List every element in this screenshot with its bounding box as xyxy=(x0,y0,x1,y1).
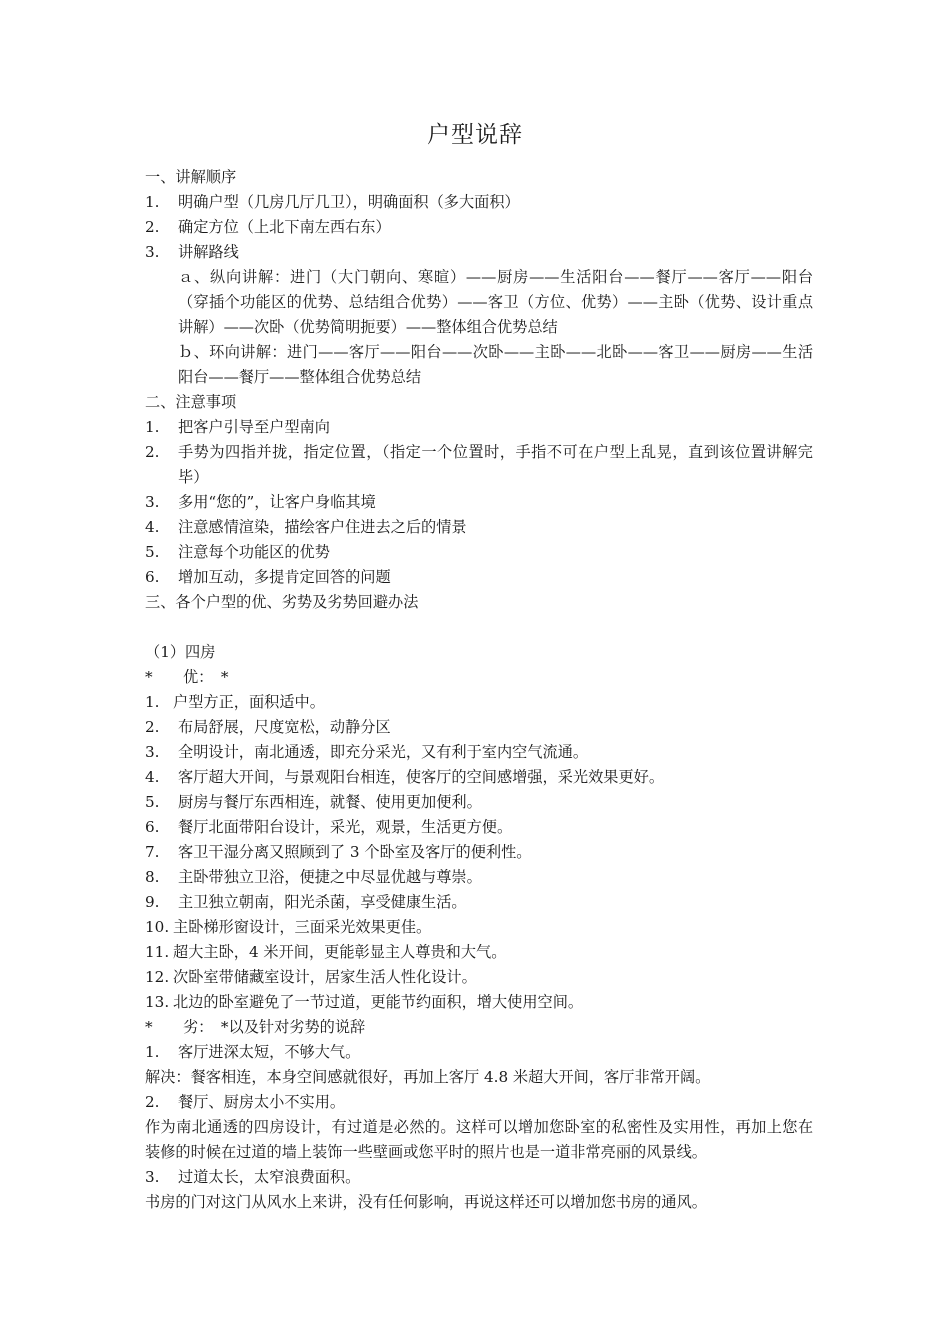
cons-label: * 劣： *以及针对劣势的说辞 xyxy=(145,1018,366,1036)
list-number: 5. xyxy=(145,543,160,561)
cons-answer: 解决：餐客相连，本身空间感就很好，再加上客厅 4.8 米超大开间，客厅非常开阔。 xyxy=(145,1068,711,1086)
pros-item xyxy=(145,690,813,715)
pros-item xyxy=(145,715,813,740)
list-text: 客厅超大开间，与景观阳台相连，使客厅的空间感增强，采光效果更好。 xyxy=(178,768,664,786)
list-text: 次卧室带储藏室设计，居家生活人性化设计。 xyxy=(173,968,477,986)
list-text: 手势为四指并拢，指定位置，（指定一个位置时，手指不可在户型上乱晃，直到该位置讲解完毕） xyxy=(178,443,813,486)
list-number: 2. xyxy=(145,443,160,461)
pros-item xyxy=(145,915,813,940)
list-number: 3. xyxy=(145,743,160,761)
list-text: 把客户引导至户型南向 xyxy=(178,418,330,436)
section-heading-notes: 二、注意事项 xyxy=(145,393,237,411)
list-text: 主卧带独立卫浴，便捷之中尽显优越与尊崇。 xyxy=(178,868,482,886)
list-item xyxy=(145,440,813,490)
list-text: 客厅进深太短，不够大气。 xyxy=(178,1043,361,1061)
list-text: 明确户型（几房几厅几卫），明确面积（多大面积） xyxy=(178,193,520,211)
list-text: 厨房与餐厅东西相连，就餐、使用更加便利。 xyxy=(178,793,482,811)
list-text: 主卧梯形窗设计，三面采光效果更佳。 xyxy=(173,918,432,936)
list-number: 1. xyxy=(145,1043,160,1061)
section-heading-order: 一、讲解顺序 xyxy=(145,168,237,186)
list-text: 注意每个功能区的优势 xyxy=(178,543,330,561)
cons-answer: 作为南北通透的四房设计，有过道是必然的。这样可以增加您卧室的私密性及实用性，再加上您在装修的时候在过道的墙上装饰一些壁画或您平时的照片也是一道非常亮丽的风景线。 xyxy=(145,1118,813,1161)
route-circular: ｂ、环向讲解：进门——客厅——阳台——次卧——主卧——北卧——客卫——厨房——生活阳台——餐厅——整体组合优势总结 xyxy=(178,343,813,386)
blank-line xyxy=(145,615,813,640)
list-number: 12. xyxy=(145,968,170,986)
list-item xyxy=(145,490,813,515)
list-text: 过道太长，太窄浪费面积。 xyxy=(178,1168,361,1186)
list-text: 讲解路线 xyxy=(178,243,239,261)
list-text: 户型方正，面积适中。 xyxy=(173,693,325,711)
page-title: 户型说辞 xyxy=(427,122,523,148)
list-text: 增加互动，多提肯定回答的问题 xyxy=(178,568,391,586)
pros-item xyxy=(145,865,813,890)
list-text: 餐厅、厨房太小不实用。 xyxy=(178,1093,346,1111)
list-number: 10. xyxy=(145,918,170,936)
pros-item xyxy=(145,890,813,915)
document-body xyxy=(145,165,813,1215)
pros-item xyxy=(145,965,813,990)
list-item xyxy=(145,515,813,540)
cons-item xyxy=(145,1165,813,1190)
list-text: 北边的卧室避免了一节过道，更能节约面积，增大使用空间。 xyxy=(173,993,584,1011)
list-text: 超大主卧，4 米开间，更能彰显主人尊贵和大气。 xyxy=(173,943,507,961)
list-number: 11. xyxy=(145,943,170,961)
list-text: 确定方位（上北下南左西右东） xyxy=(178,218,391,236)
cons-item xyxy=(145,1040,813,1065)
list-item xyxy=(145,215,813,240)
list-number: 7. xyxy=(145,843,160,861)
list-item xyxy=(145,190,813,215)
list-number: 9. xyxy=(145,893,160,911)
list-text: 主卫独立朝南，阳光杀菌，享受健康生活。 xyxy=(178,893,467,911)
list-number: 2. xyxy=(145,1093,160,1111)
list-number: 8. xyxy=(145,868,160,886)
route-vertical: ａ、纵向讲解：进门（大门朝向、寒暄）——厨房——生活阳台——餐厅——客厅——阳台（穿插个功能区的优势、总结组合优势）——客卫（方位、优势）——主卧（优势、设计重点讲解）——次卧（优势简明扼要）——整体组合优势总结 xyxy=(178,268,813,336)
list-number: 3. xyxy=(145,493,160,511)
list-text: 客卫干湿分离又照顾到了 3 个卧室及客厅的便利性。 xyxy=(178,843,532,861)
pros-item xyxy=(145,765,813,790)
list-item xyxy=(145,415,813,440)
list-number: 5. xyxy=(145,793,160,811)
section-heading-pros-cons: 三、各个户型的优、劣势及劣势回避办法 xyxy=(145,593,419,611)
list-number: 2. xyxy=(145,218,160,236)
list-number: 1. xyxy=(145,418,160,436)
list-number: 3. xyxy=(145,1168,160,1186)
list-number: 6. xyxy=(145,818,160,836)
list-number: 4. xyxy=(145,768,160,786)
list-number: 6. xyxy=(145,568,160,586)
list-text: 注意感情渲染，描绘客户住进去之后的情景 xyxy=(178,518,467,536)
list-item xyxy=(145,240,813,265)
list-item xyxy=(145,565,813,590)
pros-label: * 优： * xyxy=(145,668,229,686)
list-text: 餐厅北面带阳台设计，采光，观景，生活更方便。 xyxy=(178,818,513,836)
cons-item xyxy=(145,1090,813,1115)
pros-item xyxy=(145,940,813,965)
list-number: 3. xyxy=(145,243,160,261)
pros-item xyxy=(145,790,813,815)
pros-item xyxy=(145,840,813,865)
list-number: 13. xyxy=(145,993,170,1011)
pros-item xyxy=(145,740,813,765)
cons-answer: 书房的门对这门从风水上来讲，没有任何影响，再说这样还可以增加您书房的通风。 xyxy=(145,1193,707,1211)
subsection-four-rooms: （1）四房 xyxy=(145,643,216,661)
list-number: 4. xyxy=(145,518,160,536)
list-text: 全明设计，南北通透，即充分采光，又有利于室内空气流通。 xyxy=(178,743,589,761)
list-number: 1. xyxy=(145,193,160,211)
list-item xyxy=(145,540,813,565)
list-number: 1. xyxy=(145,693,160,711)
list-text: 布局舒展，尺度宽松，动静分区 xyxy=(178,718,391,736)
list-number: 2. xyxy=(145,718,160,736)
list-text: 多用“您的”，让客户身临其境 xyxy=(178,493,376,511)
pros-item xyxy=(145,815,813,840)
pros-item xyxy=(145,990,813,1015)
